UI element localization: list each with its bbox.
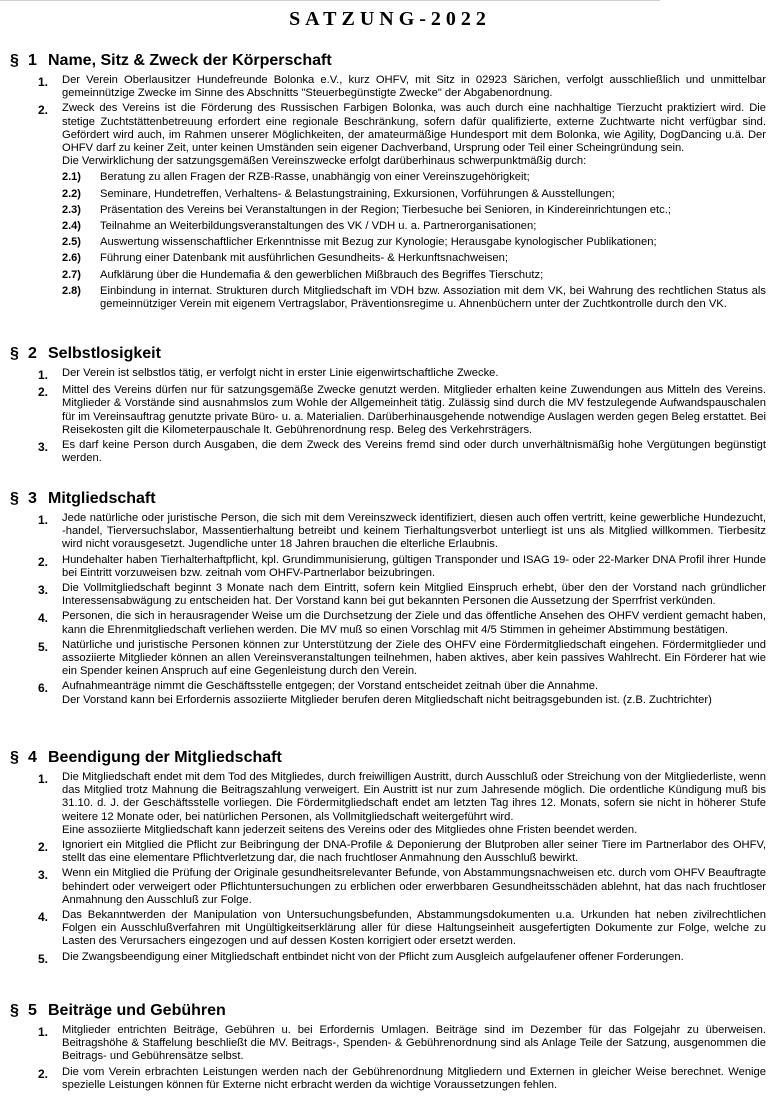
clause-text-block <box>62 639 780 679</box>
subclause-number: 2.2) <box>62 187 81 200</box>
clause-text: Natürliche und juristische Personen können zur Unterstützung der Ziele des OHFV eine Fördermitgliedschaft eingehen. Fördermitglieder und assoziierte Mitglieder können an allen Vereinsveranstaltungen teilnehmen, haben aktives, aber kein passives Wahlrecht. Ein Förderer hat wie ein Spender keinen Anspruch auf eine Gegenleistung durch den Verein. <box>62 638 766 678</box>
section-heading <box>0 747 780 769</box>
subclause-text: Einbindung in internat. Strukturen durch Mitgliedschaft im VDH bzw. Assoziation mit dem VK, bei Wahrung des rechtlichen Status als gemeinnütziger Verein mit eigenem Vertragslabor, Präventionsregime u. Ahnenbüchern unter der Zuchtkontrolle durch den VK. <box>100 284 766 311</box>
subclause <box>0 204 780 217</box>
section-2 <box>0 343 780 465</box>
section-4 <box>0 747 780 966</box>
section-sign: § <box>10 490 19 507</box>
clause <box>0 554 780 580</box>
section-title: Beiträge und Gebühren <box>48 1002 226 1019</box>
subclause-list <box>0 171 780 311</box>
clause-number: 1. <box>38 772 49 786</box>
clause-text: Wenn ein Mitglied die Prüfung der Originale gesundheitsrelevanter Befunde, von Abstammungsnachweisen etc. durch vom OHFV Beauftragte behindert oder verweigert oder Pflichtuntersuchungen zu erblichen oder erwerbbaren Gesundheitsschäden ablehnt, hat das nach fruchtloser Anmahnung den Ausschluß zur Folge. <box>62 867 766 906</box>
section-items <box>0 771 780 966</box>
subclause <box>0 285 780 311</box>
section-heading <box>0 488 780 510</box>
clause-number: 5. <box>38 639 49 654</box>
subclause-text: Auswertung wissenschaftlicher Erkenntnisse mit Bezug zur Kynologie; Herausgabe kynologischer Publikationen; <box>100 236 657 249</box>
section-sign: § <box>10 345 19 362</box>
clause-number: 3. <box>38 583 49 598</box>
section-items <box>0 74 780 168</box>
section-number: 5 <box>28 1002 37 1019</box>
clause-text: Aufnahmeanträge nimmt die Geschäftsstelle entgegen; der Vorstand entscheidet zeitnah über die Annahme. <box>62 680 599 693</box>
clause <box>0 639 780 679</box>
subclause-text: Teilnahme an Weiterbildungsveranstaltungen des VK / VDH u. a. Partnerorganisationen; <box>100 220 537 233</box>
section-sign: § <box>10 1002 19 1019</box>
section-title: Mitgliedschaft <box>48 490 156 507</box>
subclause-text: Aufklärung über die Hundemafia & den gewerblichen Mißbrauch des Begriffes Tierschutz; <box>100 268 544 281</box>
clause-text: Es darf keine Person durch Ausgaben, die dem Zweck des Vereins fremd sind oder durch unverhältnismäßig hohe Vergütungen begünstigt werden. <box>62 439 766 465</box>
subclause <box>0 252 780 265</box>
clause-text-block <box>62 610 780 636</box>
subclause-number: 2.7) <box>62 268 81 281</box>
section-heading <box>0 343 780 365</box>
clause-text-block <box>62 512 780 552</box>
clause <box>0 867 780 907</box>
clause-number: 5. <box>38 951 49 966</box>
clause <box>0 839 780 865</box>
subclause-text: Seminare, Hundetreffen, Verhaltens- & Belastungstraining, Exkursionen, Vorführungen & Ausstellungen; <box>100 187 615 200</box>
clause-text-block <box>62 1066 780 1092</box>
clause-number: 2. <box>38 103 49 118</box>
clause-number: 2. <box>38 1066 49 1081</box>
clause-text-block <box>62 384 780 437</box>
clause <box>0 384 780 437</box>
subclause <box>0 171 780 184</box>
clause-number: 6. <box>38 681 49 696</box>
section-heading <box>0 50 780 72</box>
section-number: 3 <box>28 490 37 507</box>
clause-text: Personen, die sich in herausragender Weise um die Durchsetzung der Ziele und das öffentliche Ansehen des OHFV verdient gemacht haben, kann die Ehrenmitgliedschaft verliehen werden. Die MV muß so einen Vorschlag mit 4/5 Stimmen in geheimer Abstimmung bestätigen. <box>62 610 766 636</box>
clause-text-block <box>62 680 780 706</box>
subclause-text: Präsentation des Vereins bei Veranstaltungen in der Region; Tierbesuche bei Senioren, in Kindereinrichtungen etc.; <box>100 203 671 216</box>
clause-text: Die Vollmitgliedschaft beginnt 3 Monate nach dem Eintritt, sofern kein Mitglied Einspruch erhebt, über den der Vorstand nach gründlicher Interessensabwägung zu entscheiden hat. Der Vorstand kann bei gut bekannten Personen die Aussetzung der Sperrfrist verkünden. <box>62 582 766 608</box>
clause-text: Das Bekanntwerden der Manipulation von Untersuchungsbefunden, Abstammungsdokumenten u.a. Urkunden hat neben zivilrechtlichen Folgen ein Ausschlußverfahren mit Ungültigkeitserklärung aller für diese Haltungseinheit ausgefertigten Dokumente zur Folge, welche zu Lasten des Verursachers eingezogen und auf dessen Kosten korrigiert oder ersetzt werden. <box>62 909 766 948</box>
clause-text: Mittel des Vereins dürfen nur für satzungsgemäße Zwecke genutzt werden. Mitglieder erhalten keine Zuwendungen aus Mitteln des Vereins. Mitglieder & Vorstände sind ausnahmslos zum Wohle der Allgemeinheit tätig. Zulässig sind durch die MV festzulegende Aufwandspauschalen für im Vereinsauftrag genutzte private Büro- u. a. Materialien. Darüberhinausgehende notwendige Auslagen werden gegen Beleg erstattet. Bei Reisekosten gilt die Kilometerpauschale lt. Gebührenordnung resp. Beleg des Verkehrsträgers. <box>62 384 766 436</box>
clause-text-block <box>62 867 780 907</box>
subclause-number: 2.1) <box>62 171 81 184</box>
clause-text: Die vom Verein erbrachten Leistungen werden nach der Gebührenordnung Mitgliedern und Externen in gleicher Weise berechnet. Wenige spezielle Leistungen können für Externe nicht erbracht werden da wichtige Voraussetzungen fehlen. <box>62 1065 766 1091</box>
clause-number: 1. <box>38 1025 49 1039</box>
clause-text: Der Verein Oberlausitzer Hundefreunde Bolonka e.V., kurz OHFV, mit Sitz in 02923 Särichen, verfolgt ausschließlich und unmittelbar gemeinnützige Zwecke im Sinne des Abschnitts "Steuerbegünstigte Zwecke" der Abgabenordnung. <box>62 74 766 100</box>
section-items <box>0 367 780 465</box>
subclause <box>0 269 780 282</box>
clause-number: 1. <box>38 75 49 89</box>
section-3 <box>0 488 780 707</box>
subclause-number: 2.8) <box>62 284 81 297</box>
subclause-text: Führung einer Datenbank mit ausführlichen Gesundheits- & Herkunftsnachweisen; <box>100 252 508 265</box>
clause <box>0 1066 780 1092</box>
clause-text-continued: Eine assoziierte Mitgliedschaft kann jederzeit seitens des Vereins oder des Mitgliedes ohne Fristen beendet werden. <box>62 823 638 836</box>
clause-text-block <box>62 1024 780 1064</box>
clause <box>0 439 780 465</box>
section-heading <box>0 1000 780 1022</box>
clause-text-continued: Der Vorstand kann bei Erfordernis assoziierte Mitglieder berufen deren Mitgliedschaft nicht beitragsgebunden ist. (z.B. Zuchtrichter) <box>62 693 712 706</box>
clause-text-block <box>62 909 780 949</box>
clause-text-continued: Die Verwirklichung der satzungsgemäßen Vereinszwecke erfolgt darüberhinaus schwerpunktmäßig durch: <box>62 155 587 168</box>
clause-number: 4. <box>38 910 49 925</box>
clause-text-block <box>62 554 780 580</box>
subclause <box>0 236 780 249</box>
clause-number: 2. <box>38 385 49 400</box>
section-sign: § <box>10 52 19 69</box>
clause-text-block <box>62 839 780 865</box>
clause-text: Zweck des Vereins ist die Förderung des Russischen Farbigen Bolonka, was auch durch eine nachhaltige Tierzucht praktiziert wird. Die stetige Zuchtstättenbetreuung erfordert eine regionale Beschränkung, sofern dafür qualifizierte, externe Zuchtwarte nicht verfügbar sind. Gefördert wird auch, im Rahmen unserer Möglichkeiten, der amateurmäßige Hundesport mit dem Bolonka, wie Agility, DogDancing u.ä. Der OHFV darf zu keiner Zeit, unter keinen Umständen sein eigener Dachverband, Ursprung oder Teil einer Scheingründung sein. <box>62 102 766 155</box>
section-title: Name, Sitz & Zweck der Körperschaft <box>48 52 332 69</box>
clause-number: 1. <box>38 368 49 382</box>
clause-text: Mitglieder entrichten Beiträge, Gebühren u. bei Erfordernis Umlagen. Beiträge sind im Dezember für das Folgejahr zu überweisen. Beitragshöhe & Staffelung beschließt die MV. Beitrags-, Spenden- & Gebührenordnung sind als Anlage Teile der Satzung, ausgenommen die Beitrags- und Gebührensätze selbst. <box>62 1024 766 1063</box>
section-number: 1 <box>28 52 37 69</box>
clause <box>0 582 780 608</box>
clause-text: Hundehalter haben Tierhalterhaftpflicht, kpl. Grundimmunisierung, gültigen Transponder und ISAG 19- oder 22-Marker DNA Profil ihrer Hunde bei Eintritt vorzuweisen bzw. zeitnah vom OHFV-Partnerlabor beizubringen. <box>62 553 766 579</box>
subclause-number: 2.4) <box>62 220 81 233</box>
clause-number: 2. <box>38 554 49 569</box>
clause <box>0 367 780 382</box>
clause-number: 4. <box>38 611 49 626</box>
section-number: 4 <box>28 749 37 766</box>
clause <box>0 771 780 837</box>
clause-text-block <box>62 102 780 168</box>
clause-text-block <box>62 582 780 608</box>
clause-text: Ignoriert ein Mitglied die Pflicht zur Beibringung der DNA-Profile & Deponierung der Blutproben aller seiner Tiere im Partnerlabor des OHFV, stellt das eine elementare Pflichtverletzung dar, die nach fruchtloser Anmahnung den Ausschluß bewirkt. <box>62 839 766 865</box>
section-title: Selbstlosigkeit <box>48 345 161 362</box>
clause-text: Jede natürliche oder juristische Person, die sich mit dem Vereinszweck identifiziert, diesen auch offen vertritt, keine gewerbliche Hundezucht, -handel, Tierversuchslabor, Massentierhaltung betreibt und keinem Tierhaltungsverbot unterliegt ist uns als Mitglied willkommen. Tierbesitz wird nicht vorausgesetzt. Jugendliche unter 18 Jahren brauchen die elterliche Erlaubnis. <box>62 512 766 551</box>
clause <box>0 610 780 636</box>
clause-text-block <box>62 771 780 837</box>
section-title: Beendigung der Mitgliedschaft <box>48 749 282 766</box>
section-items <box>0 512 780 707</box>
clause <box>0 74 780 100</box>
clause-text: Die Mitgliedschaft endet mit dem Tod des Mitgliedes, durch freiwilligen Austritt, durch Ausschluß oder Streichung von der Mitgliederliste, wenn das Mitglied trotz Mahnung die Beitragszahlung verweigert. Ein Austritt ist nur zum Jahresende möglich. Die ordentliche Kündigung muß bis 31.10. d. J. der Geschäftsstelle vorliegen. Die Fördermitgliedschaft endet am letzten Tag ihres 12. Monats, sofern sie nicht in höherer Stufe weitere 12 Monate oder, bei natürlichen Personen, als Vollmitgliedschaft weitergeführt wird. <box>62 771 766 823</box>
clause <box>0 1024 780 1064</box>
clause-text: Der Verein ist selbstlos tätig, er verfolgt nicht in erster Linie eigenwirtschaftliche Zwecke. <box>62 367 499 379</box>
clause-number: 3. <box>38 868 49 883</box>
subclause <box>0 220 780 233</box>
subclause-number: 2.3) <box>62 203 81 216</box>
clause-text-block <box>62 439 780 465</box>
clause <box>0 680 780 706</box>
subclause-number: 2.6) <box>62 252 81 265</box>
clause-text-block <box>62 367 780 382</box>
section-5 <box>0 1000 780 1092</box>
clause <box>0 102 780 168</box>
subclause <box>0 188 780 201</box>
document-title: SATZUNG-2022 <box>289 8 491 30</box>
clause <box>0 951 780 966</box>
subclause-number: 2.5) <box>62 236 81 249</box>
clause-number: 3. <box>38 440 49 455</box>
subclause-text: Beratung zu allen Fragen der RZB-Rasse, unabhängig von einer Vereinszugehörigkeit; <box>100 171 530 184</box>
clause <box>0 512 780 552</box>
section-1 <box>0 50 780 311</box>
top-rule <box>0 0 660 1</box>
clause-number: 1. <box>38 513 49 527</box>
clause-text-block <box>62 951 780 966</box>
clause-text-block <box>62 74 780 100</box>
clause-number: 2. <box>38 840 49 855</box>
clause-text: Die Zwangsbeendigung einer Mitgliedschaft entbindet nicht von der Pflicht zum Ausgleich aufgelaufener offener Forderungen. <box>62 950 684 963</box>
clause <box>0 909 780 949</box>
section-items <box>0 1024 780 1092</box>
section-number: 2 <box>28 345 37 362</box>
section-sign: § <box>10 749 19 766</box>
